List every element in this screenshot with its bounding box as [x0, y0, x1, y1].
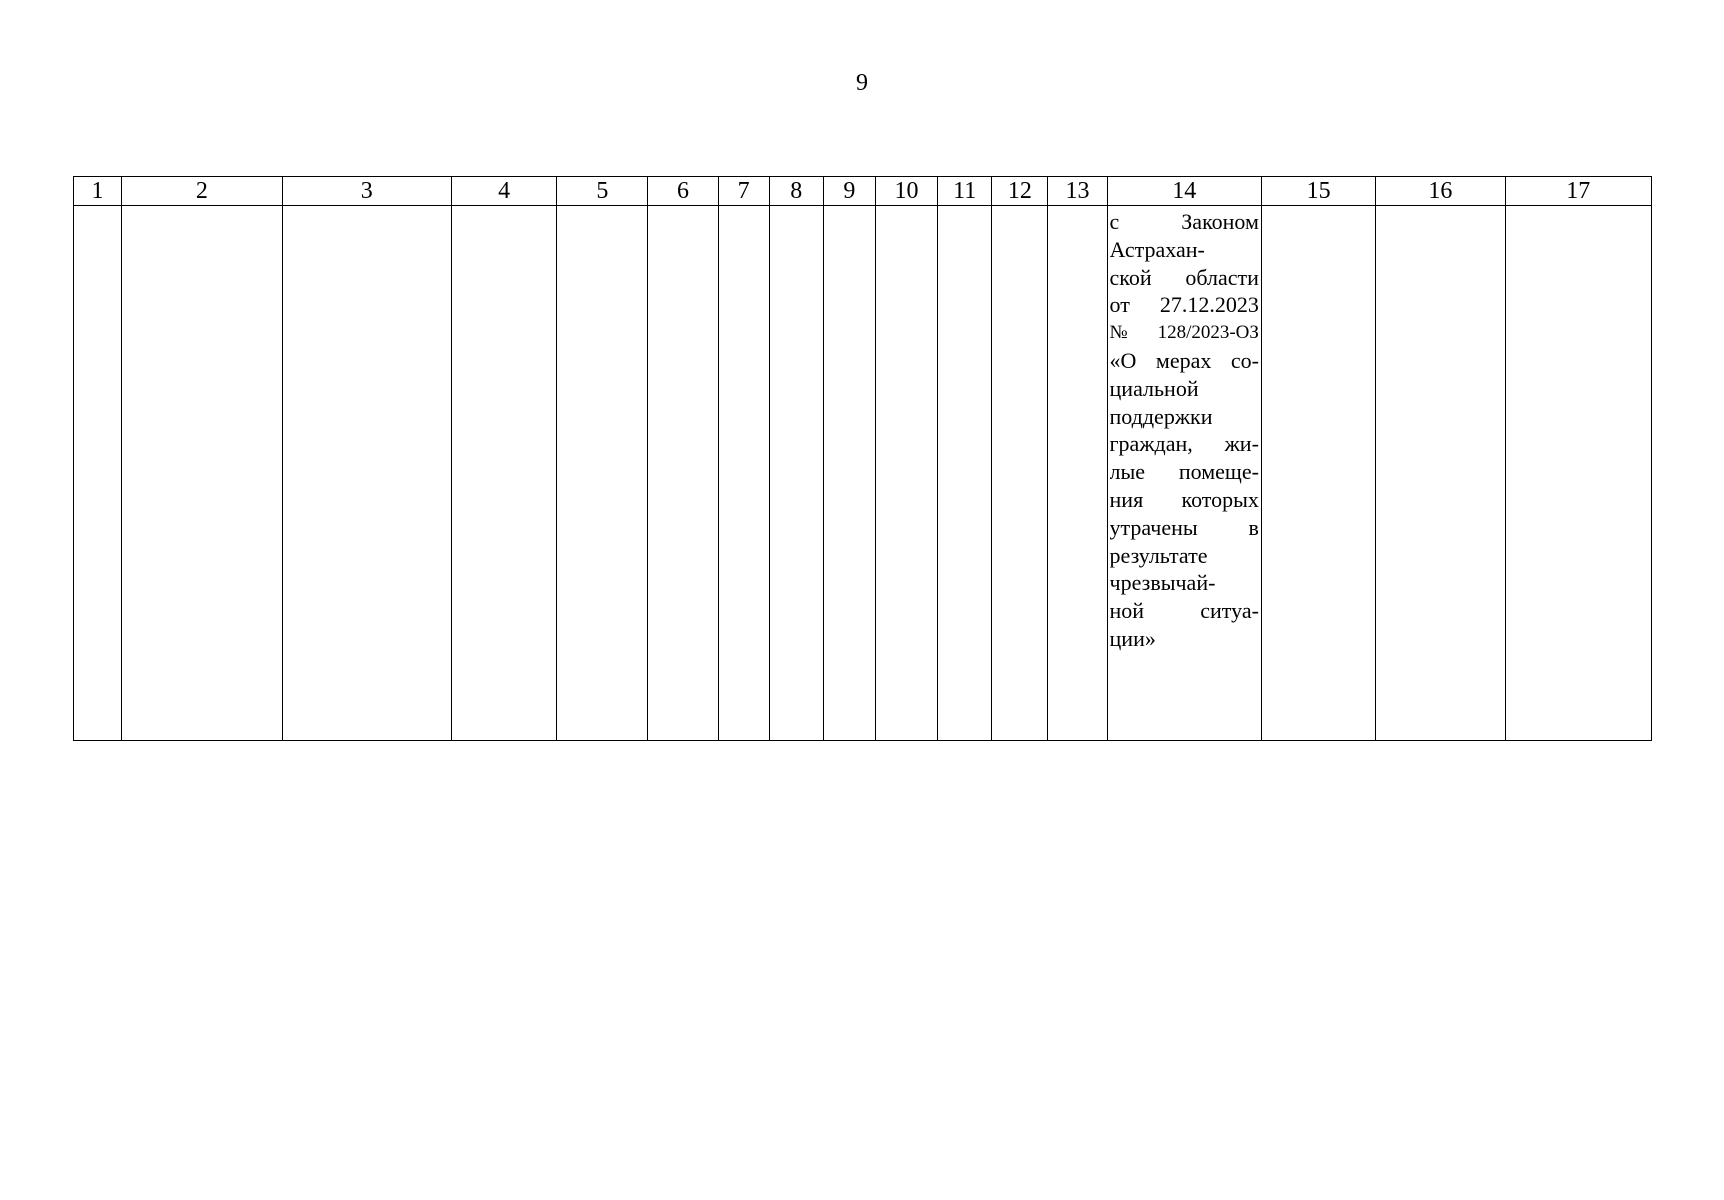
cell-col-16 — [1376, 206, 1505, 741]
text-line: лые помеще- — [1109, 459, 1259, 485]
column-header-13: 13 — [1048, 177, 1107, 206]
cell-col-4 — [451, 206, 556, 741]
column-header-17: 17 — [1505, 177, 1651, 206]
column-header-2: 2 — [122, 177, 282, 206]
text-line: ции» — [1109, 625, 1156, 651]
column-header-4: 4 — [451, 177, 556, 206]
column-header-16: 16 — [1376, 177, 1505, 206]
cell-col-9 — [823, 206, 875, 741]
header-row — [74, 177, 1652, 206]
text-line: Астрахан- — [1109, 236, 1205, 262]
text-line: поддержки — [1109, 403, 1213, 429]
table-row — [74, 206, 1652, 741]
cell-col-10 — [875, 206, 937, 741]
column-header-11: 11 — [938, 177, 992, 206]
text-line: утрачены в — [1109, 514, 1259, 540]
column-header-15: 15 — [1261, 177, 1375, 206]
text-line: чрезвычай- — [1109, 570, 1216, 596]
text-line: «О мерах со- — [1109, 347, 1259, 373]
column-header-10: 10 — [875, 177, 937, 206]
column-header-8: 8 — [769, 177, 823, 206]
cell-col-3 — [282, 206, 451, 741]
text-line: № 128/2023-ОЗ — [1109, 322, 1259, 344]
data-table — [73, 176, 1652, 741]
text-line: ния которых — [1109, 486, 1259, 512]
page-number: 9 — [856, 70, 868, 96]
column-header-1: 1 — [74, 177, 122, 206]
cell-col-12 — [992, 206, 1048, 741]
column-header-7: 7 — [718, 177, 769, 206]
cell-col-14 — [1107, 206, 1261, 741]
text-line: циальной — [1109, 375, 1199, 401]
column-header-12: 12 — [992, 177, 1048, 206]
cell-col-7 — [718, 206, 769, 741]
text-line: ской области — [1109, 264, 1259, 290]
text-line: ной ситуа- — [1109, 598, 1259, 624]
cell-col-13 — [1048, 206, 1107, 741]
cell-col-5 — [557, 206, 648, 741]
column-header-6: 6 — [648, 177, 718, 206]
cell-col-11 — [938, 206, 992, 741]
column-header-9: 9 — [823, 177, 875, 206]
cell-col-2 — [122, 206, 282, 741]
cell-col-17 — [1505, 206, 1651, 741]
column-header-14: 14 — [1107, 177, 1261, 206]
column-header-5: 5 — [557, 177, 648, 206]
cell-col-15 — [1261, 206, 1375, 741]
cell-col-8 — [769, 206, 823, 741]
law-reference-text — [1108, 206, 1261, 653]
column-header-3: 3 — [282, 177, 451, 206]
cell-col-1 — [74, 206, 122, 741]
text-line: граждан, жи- — [1109, 431, 1259, 457]
text-line: от 27.12.2023 — [1109, 292, 1259, 318]
text-line: с Законом — [1109, 209, 1259, 234]
text-line: результате — [1109, 542, 1208, 568]
cell-col-6 — [648, 206, 718, 741]
